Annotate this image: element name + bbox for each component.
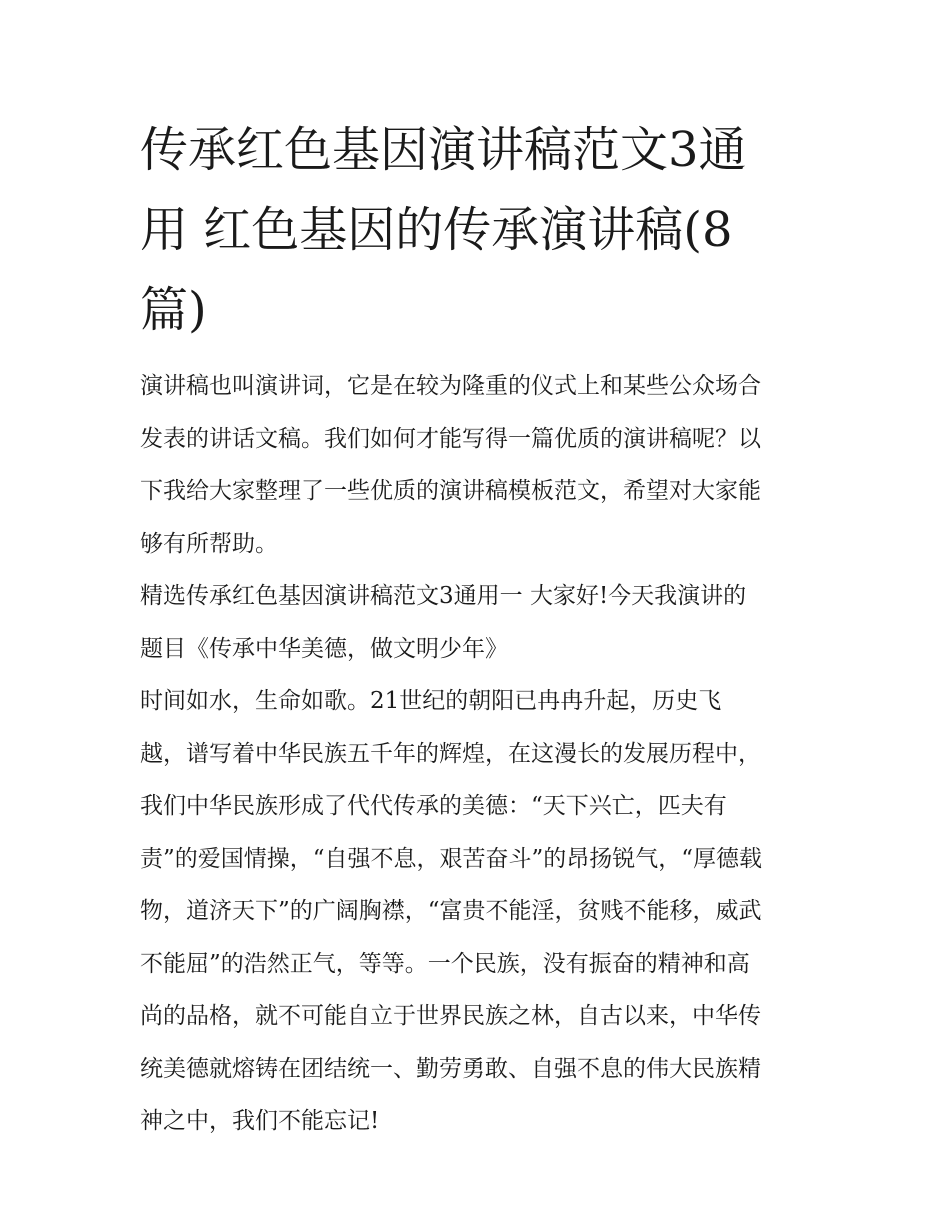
title-line: 用 红色基因的传承演讲稿(8 [140, 202, 733, 258]
body-line: 统美德就熔铸在团结统一、勤劳勇敢、自强不息的伟大民族精 [140, 1055, 761, 1082]
body-line: 演讲稿也叫演讲词，它是在较为隆重的仪式上和某些公众场合 [140, 373, 761, 399]
body-line: 物，道济天下”的广阔胸襟，“富贵不能淫，贫贱不能移，威武 [140, 898, 762, 924]
body-line: 题目《传承中华美德，做文明少年》 [140, 635, 508, 662]
body-line: 够有所帮助。 [140, 530, 278, 557]
body-line: 时间如水，生命如歌。21世纪的朝阳已冉冉升起，历史飞 [140, 688, 722, 714]
body-line: 责”的爱国情操，“自强不息，艰苦奋斗”的昂扬锐气，“厚德载 [140, 845, 763, 872]
title-line: 传承红色基因演讲稿范文3通 [140, 122, 747, 178]
body-line: 精选传承红色基因演讲稿范文3通用一 大家好!今天我演讲的 [140, 583, 747, 609]
body-line: 越，谱写着中华民族五千年的辉煌，在这漫长的发展历程中， [140, 740, 761, 767]
body-line: 不能屈”的浩然正气，等等。一个民族，没有振奋的精神和高 [140, 950, 750, 977]
document-title [140, 110, 812, 350]
body-line: 尚的品格，就不可能自立于世界民族之林，自古以来，中华传 [140, 1003, 761, 1029]
title-line: 篇) [140, 282, 207, 338]
document-body [140, 360, 812, 1148]
body-line: 发表的讲话文稿。我们如何才能写得一篇优质的演讲稿呢？以 [140, 425, 761, 452]
document-page [140, 110, 812, 1148]
body-line: 我们中华民族形成了代代传承的美德：“天下兴亡，匹夫有 [140, 793, 727, 819]
body-line: 下我给大家整理了一些优质的演讲稿模板范文，希望对大家能 [140, 478, 761, 504]
body-line: 神之中，我们不能忘记! [140, 1108, 380, 1134]
